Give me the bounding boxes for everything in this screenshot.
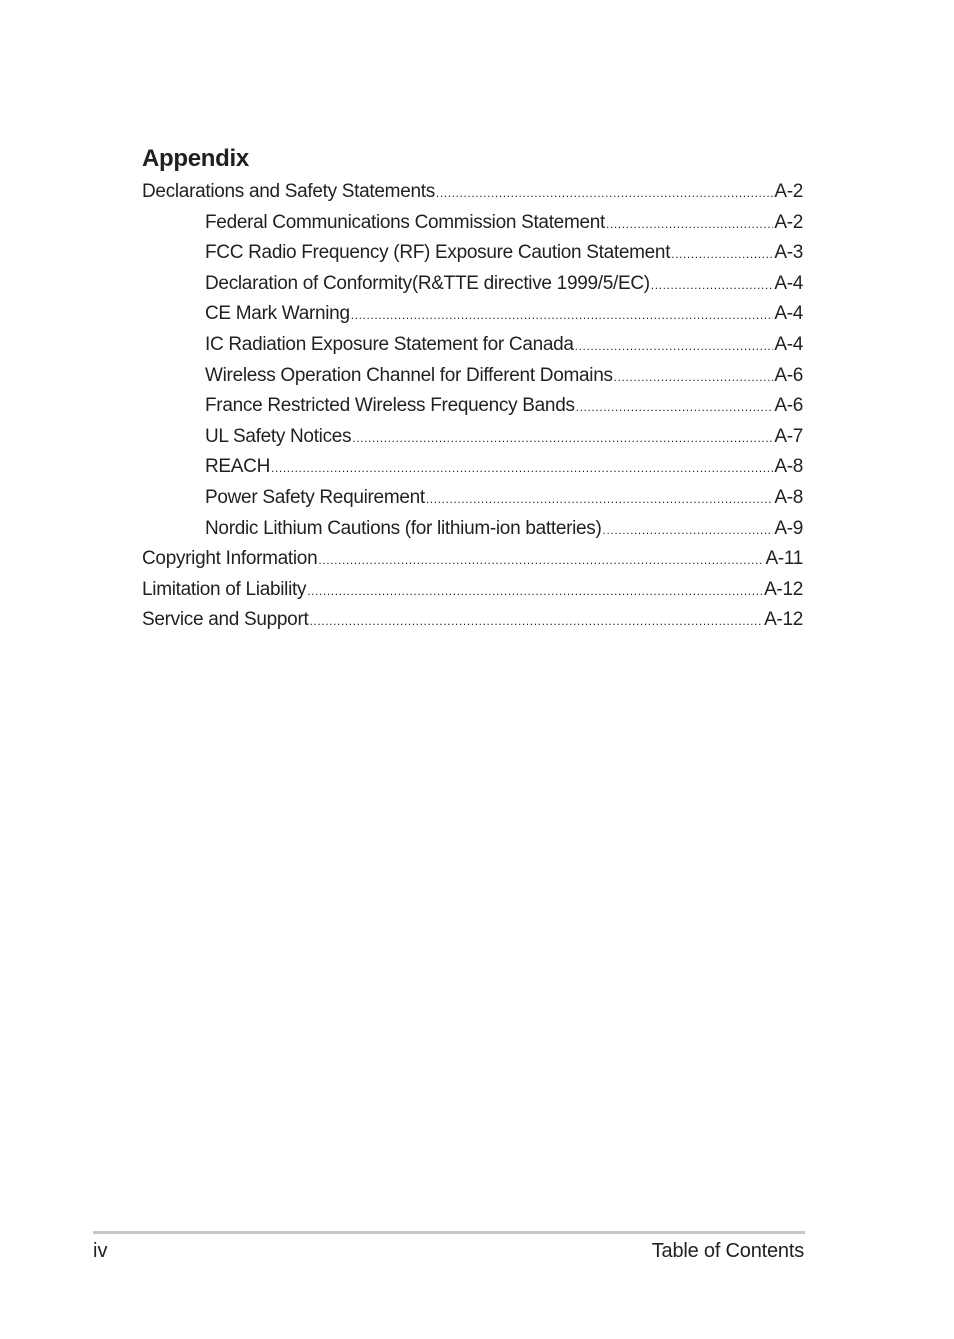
toc-list — [142, 181, 803, 640]
toc-entry-page: A-2 — [774, 181, 803, 202]
toc-entry[interactable] — [142, 273, 803, 304]
toc-entry-page: A-6 — [774, 395, 803, 417]
toc-entry-page: A-8 — [774, 486, 803, 508]
toc-entry[interactable] — [142, 487, 803, 518]
toc-entry-label: UL Safety Notices — [205, 425, 352, 447]
toc-entry-label: Wireless Operation Channel for Different Domains — [205, 364, 613, 386]
toc-entry-label: REACH — [205, 456, 271, 478]
toc-entry-page: A-4 — [774, 303, 803, 325]
toc-entry-label: Power Safety Requirement — [205, 486, 425, 508]
toc-entry[interactable] — [142, 426, 803, 457]
toc-entry-label: Limitation of Liability — [142, 578, 307, 600]
toc-entry-label: Federal Communications Commission Statement — [205, 211, 605, 233]
dot-leader — [271, 461, 773, 475]
toc-entry[interactable] — [142, 518, 803, 549]
dot-leader — [651, 278, 774, 292]
toc-entry-label: CE Mark Warning — [205, 303, 350, 325]
toc-entry-page: A-7 — [774, 425, 803, 447]
toc-entry[interactable] — [142, 456, 803, 487]
toc-entry-page: A-9 — [774, 517, 803, 539]
dot-leader — [606, 217, 773, 231]
dot-leader — [307, 584, 763, 598]
toc-entry-page: A-6 — [774, 364, 803, 386]
dot-leader — [352, 431, 773, 445]
toc-entry-page: A-4 — [774, 272, 803, 294]
dot-leader — [426, 492, 773, 506]
section-title: Appendix — [142, 145, 249, 172]
toc-entry-label: Declaration of Conformity(R&TTE directive 1999/5/EC) — [205, 272, 650, 294]
toc-entry[interactable] — [142, 303, 803, 334]
dot-leader — [603, 523, 774, 537]
toc-entry-page: A-12 — [764, 578, 803, 600]
toc-entry-page: A-2 — [774, 211, 803, 233]
toc-entry-label: IC Radiation Exposure Statement for Canada — [205, 333, 574, 355]
toc-entry[interactable] — [142, 579, 803, 610]
dot-leader — [318, 553, 764, 567]
toc-entry-label: Service and Support — [142, 609, 309, 631]
toc-entry-label: Nordic Lithium Cautions (for lithium-ion batteries) — [205, 517, 602, 539]
toc-entry[interactable] — [142, 548, 803, 579]
dot-leader — [576, 400, 774, 414]
toc-entry-page: A-4 — [774, 333, 803, 355]
toc-entry-page: A-8 — [774, 456, 803, 478]
toc-entry[interactable] — [142, 181, 803, 212]
footer-divider — [93, 1231, 805, 1234]
toc-entry[interactable] — [142, 242, 803, 273]
toc-entry-label: FCC Radio Frequency (RF) Exposure Caution Statement — [205, 242, 671, 264]
toc-entry[interactable] — [142, 365, 803, 396]
toc-entry[interactable] — [142, 334, 803, 365]
dot-leader — [436, 186, 773, 200]
toc-entry[interactable] — [142, 212, 803, 243]
dot-leader — [309, 614, 763, 628]
footer-page-number: iv — [93, 1240, 108, 1262]
toc-entry[interactable] — [142, 395, 803, 426]
toc-entry-page: A-3 — [774, 242, 803, 264]
dot-leader — [671, 247, 773, 261]
toc-entry-label: France Restricted Wireless Frequency Bands — [205, 395, 575, 417]
toc-entry-page: A-11 — [765, 548, 803, 570]
toc-entry-label: Copyright Information — [142, 548, 318, 570]
dot-leader — [575, 339, 774, 353]
toc-entry[interactable] — [142, 609, 803, 640]
dot-leader — [351, 308, 774, 322]
toc-entry-label: Declarations and Safety Statements — [142, 181, 435, 202]
footer-running-title: Table of Contents — [651, 1240, 804, 1262]
dot-leader — [614, 370, 774, 384]
toc-entry-page: A-12 — [764, 609, 803, 631]
